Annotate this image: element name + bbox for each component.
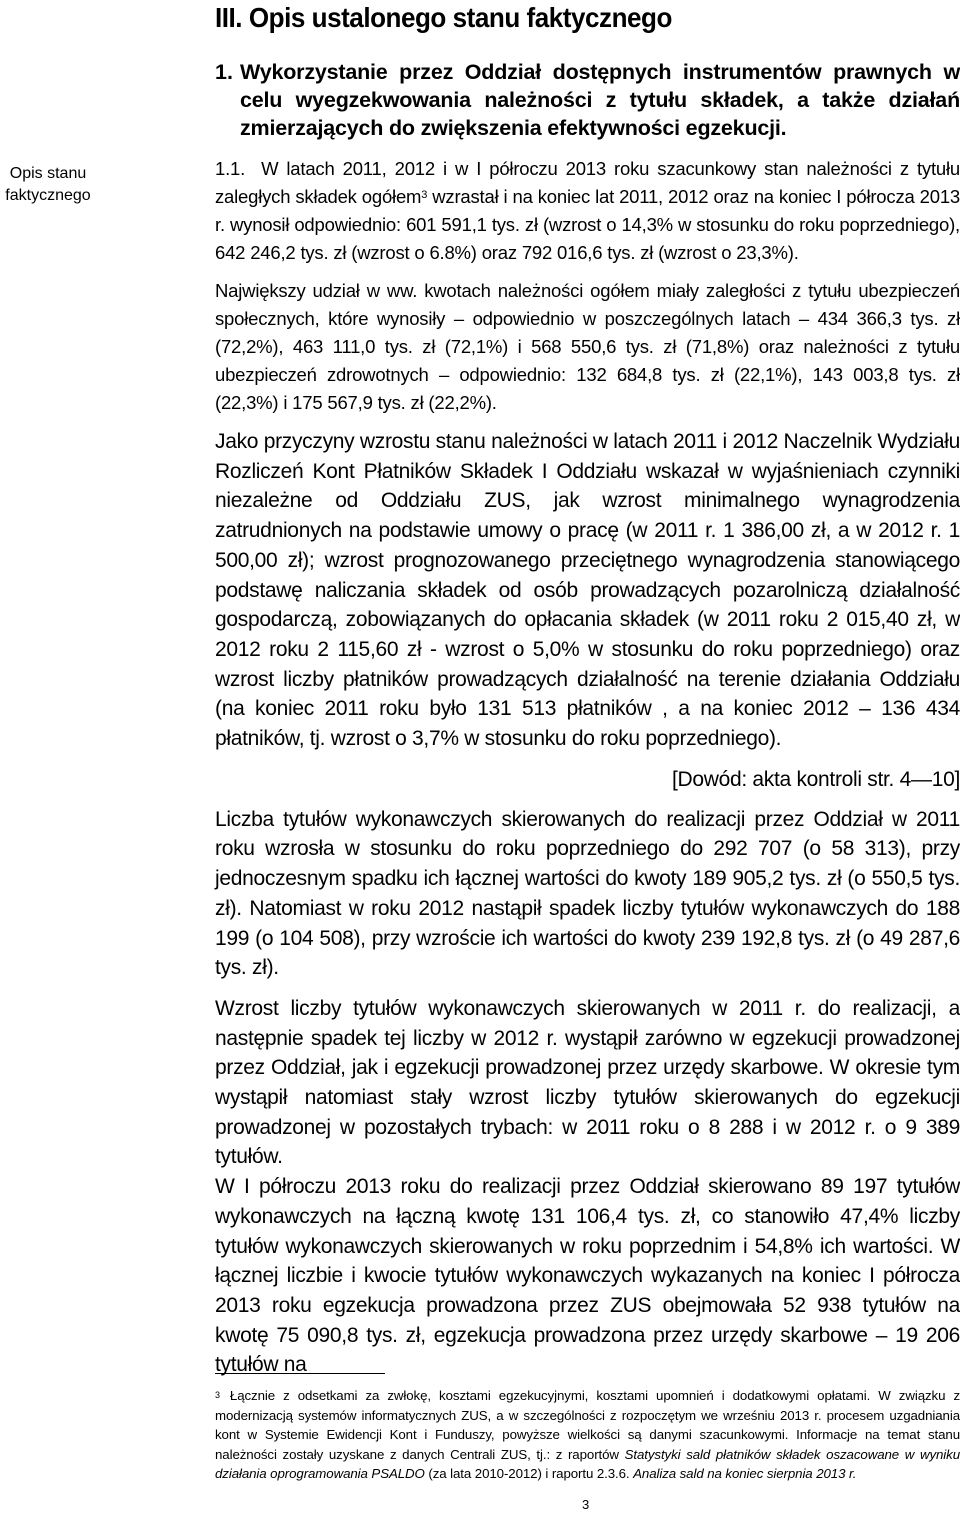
chapter-heading: III. Opis ustalonego stanu faktycznego [215,2,672,33]
footnote-separator [215,1373,385,1374]
paragraph-5: Wzrost liczby tytułów wykonawczych skierowanych w 2011 r. do realizacji, a następnie spadek tej liczby w 2012 r. wystąpił zarówno w egzekucji prowadzonej przez Oddział, jak i egzekucji prowadzonej przez urzędy skarbowe. W okresie tym wystąpił natomiast stały wzrost liczby tytułów skierowanych do egzekucji prowadzonej w pozostałych trybach: w 2011 roku o 8 288 i w 2012 r. o 9 389 tytułów. [215,996,960,1169]
paragraph-1-1 [215,155,960,267]
section-heading [215,58,960,142]
paragraph-2: Największy udział w ww. kwotach należności ogółem miały zaległości z tytułu ubezpieczeń społecznych, które wynosiły – odpowiednio w poszczególnych latach – 434 366,3 tys. zł (72,2%), 463 111,0 tys. zł (72,1%) i 568 550,6 tys. zł (71,8%) oraz należności z tytułu ubezpieczeń zdrowotnych – odpowiednio: 132 684,8 tys. zł (22,1%), 143 003,8 tys. zł (22,3%) i 175 567,9 tys. zł (22,2%). [215,280,960,413]
paragraph-text: W latach 2011, 2012 i w I półroczu 2013 roku szacunkowy stan należności z tytułu zaległych składek ogółem [215,158,960,207]
evidence-reference: [Dowód: akta kontroli str. 4—10] [671,767,960,791]
subsection-number: 1.1. [215,158,246,179]
body-text-large [215,427,960,1380]
footnote-mark: 3 [215,1390,220,1400]
footnote [215,1386,960,1484]
footnote-reference[interactable]: 3 [421,189,428,201]
footnote-text: (za lata 2010-2012) i raportu 2.3.6. [424,1466,634,1482]
body-text [215,155,960,1391]
paragraph-4: Liczba tytułów wykonawczych skierowanych do realizacji przez Oddział w 2011 roku wzrosła w stosunku do roku poprzedniego do 292 707 (o 58 313), przy jednoczesnym spadku ich łącznej wartości do kwoty 189 905,2 tys. zł (o 550,5 tys. zł). Natomiast w roku 2012 nastąpił spadek liczby tytułów wykonawczych do 188 199 (o 104 508), przy wzroście ich wartości do kwoty 239 192,8 tys. zł (o 49 287,6 tys. zł). [215,807,960,980]
section-title: Wykorzystanie przez Oddział dostępnych instrumentów prawnych w celu wyegzekwowania należności z tytułu składek, a także działań zmierzających do zwiększenia efektywności egzekucji. [240,60,960,140]
margin-note: Opis stanu faktycznego [5,165,91,204]
footnote-report-title: Analiza sald na koniec sierpnia 2013 r. [633,1466,857,1482]
page-number: 3 [582,1497,590,1512]
footnote-text: Łącznie z odsetkami za zwłokę, kosztami egzekucyjnymi, kosztami upomnień i dodatkowymi opłatami. W związku z modernizacją systemów informatycznych ZUS, a w szczególności z rozpoczętym we wrześniu 2013 r. procesem uzgadniania kont w Systemie Ewidencji Kont i Funduszy, powyższe wielkości są danymi szacunkowymi. Informacje na temat stanu należności zostały uzyskane z danych Centrali ZUS, tj.: z raportów [215,1388,960,1462]
paragraph-3: Jako przyczyny wzrostu stanu należności w latach 2011 i 2012 Naczelnik Wydziału Rozliczeń Kont Płatników Składek I Oddziału wskazał w wyjaśnieniach czynniki niezależne od Oddziału ZUS, jak wzrost minimalnego wynagrodzenia zatrudnionych na podstawie umowy o pracę (w 2011 r. 1 386,00 zł, a w 2012 r. 1 500,00 zł); wzrost prognozowanego przeciętnego wynagrodzenia stanowiącego podstawę naliczania składek od osób prowadzących pozarolniczą działalność gospodarczą, zobowiązanych do opłacania składek (w 2011 roku 2 015,40 zł, w 2012 roku 2 115,60 zł - wzrost o 5,0% w stosunku do roku poprzedniego) oraz wzrost liczby płatników prowadzących działalność na terenie działania Oddziału (na koniec 2011 roku było 131 513 płatników , a na koniec 2012 – 136 434 płatników, tj. wzrost o 3,7% w stosunku do roku poprzedniego). [215,430,960,751]
section-number: 1. [215,60,233,84]
paragraph-6: W I półroczu 2013 roku do realizacji przez Oddział skierowano 89 197 tytułów wykonawczych na łączną kwotę 131 106,4 tys. zł, co stanowiło 47,4% liczby tytułów wykonawczych skierowanych w roku poprzednim i 54,8% ich wartości. W łącznej liczbie i kwocie tytułów wykonawczych wykazanych na koniec I półrocza 2013 roku egzekucja prowadzona przez ZUS obejmowała 52 938 tytułów na kwotę 75 090,8 tys. zł, egzekucja prowadzona przez urzędy skarbowe – 19 206 tytułów na [215,1175,960,1377]
paragraph-text: wzrastał i na koniec lat 2011, 2012 oraz na koniec I półrocza 2013 r. wynosił odpowiednio: 601 591,1 tys. zł (wzrost o 14,3% w stosunku do roku poprzedniego), 642 246,2 tys. zł (wzrost o 6.8%) oraz 792 016,6 tys. zł (wzrost o 23,3%). [215,186,960,263]
footnote-report-title: Statystyki sald płatników składek oszacowane w wyniku działania oprogramowania PSALDO [215,1446,960,1482]
